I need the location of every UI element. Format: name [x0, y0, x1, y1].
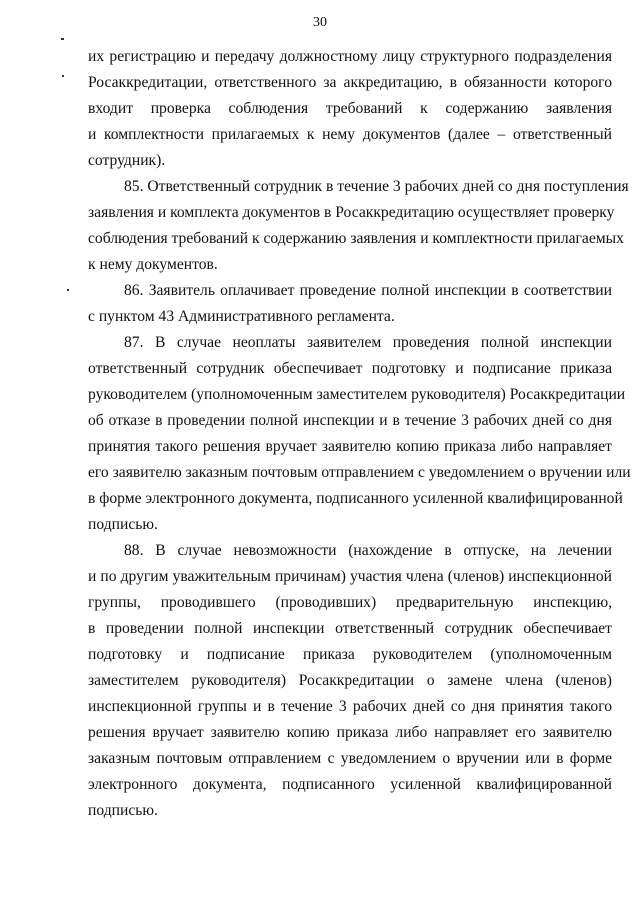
- paragraph-first-line: 85. Ответственный сотрудник в течение 3 рабочих дней со дня поступления: [124, 178, 629, 195]
- text-line: об отказе в проведении полной инспекции и в течение 3 рабочих дней со дня: [88, 412, 612, 429]
- page-number: 30: [313, 15, 327, 30]
- paragraph-first-line: 86. Заявитель оплачивает проведение полной инспекции в соответствии: [124, 282, 612, 299]
- text-line: электронного документа, подписанного усиленной квалифицированной: [88, 776, 612, 793]
- text-line: в форме электронного документа, подписанного усиленной квалифицированной: [88, 490, 623, 507]
- paragraph-first-line: 87. В случае неоплаты заявителем проведения полной инспекции: [124, 334, 612, 351]
- text-line: заказным почтовым отправлением с уведомлением о вручении или в форме: [88, 750, 612, 767]
- text-line: подготовку и подписание приказа руководителем (уполномоченным: [88, 646, 612, 663]
- scan-speck: [67, 289, 69, 291]
- text-line: принятия такого решения вручает заявителю копию приказа либо направляет: [88, 438, 612, 455]
- text-line: решения вручает заявителю копию приказа либо направляет его заявителю: [88, 724, 612, 741]
- scan-speck: [61, 38, 64, 40]
- text-line: их регистрацию и передачу должностному лицу структурного подразделения: [88, 48, 612, 65]
- text-line: к нему документов.: [88, 256, 218, 273]
- text-line: заместителем руководителя) Росаккредитации о замене члена (членов): [88, 672, 612, 689]
- text-line: с пунктом 43 Административного регламента.: [88, 308, 395, 325]
- text-line: подписью.: [88, 802, 158, 819]
- text-line: в проведении полной инспекции ответственный сотрудник обеспечивает: [88, 620, 612, 637]
- text-line: соблюдения требований к содержанию заявления и комплектности прилагаемых: [88, 230, 624, 247]
- text-line: сотрудник).: [88, 152, 166, 169]
- text-line: ответственный сотрудник обеспечивает подготовку и подписание приказа: [88, 360, 612, 377]
- text-line: инспекционной группы и в течение 3 рабочих дней со дня принятия такого: [88, 698, 612, 715]
- text-line: руководителем (уполномоченным заместителем руководителя) Росаккредитации: [88, 386, 626, 403]
- scan-speck: [62, 75, 64, 77]
- text-line: входит проверка соблюдения требований к содержанию заявления: [88, 100, 612, 117]
- text-line: его заявителю заказным почтовым отправлением с уведомлением о вручении или: [88, 464, 631, 481]
- text-line: Росаккредитации, ответственного за аккредитацию, в обязанности которого: [88, 74, 612, 91]
- text-line: группы, проводившего (проводивших) предварительную инспекцию,: [88, 594, 612, 611]
- document-body: [88, 44, 631, 824]
- text-line: заявления и комплекта документов в Росаккредитацию осуществляет проверку: [88, 204, 615, 221]
- text-line: подписью.: [88, 516, 158, 533]
- paragraph-first-line: 88. В случае невозможности (нахождение в отпуске, на лечении: [124, 542, 612, 559]
- text-line: и по другим уважительным причинам) участия члена (членов) инспекционной: [88, 568, 612, 585]
- text-line: и комплектности прилагаемых к нему документов (далее – ответственный: [88, 126, 612, 143]
